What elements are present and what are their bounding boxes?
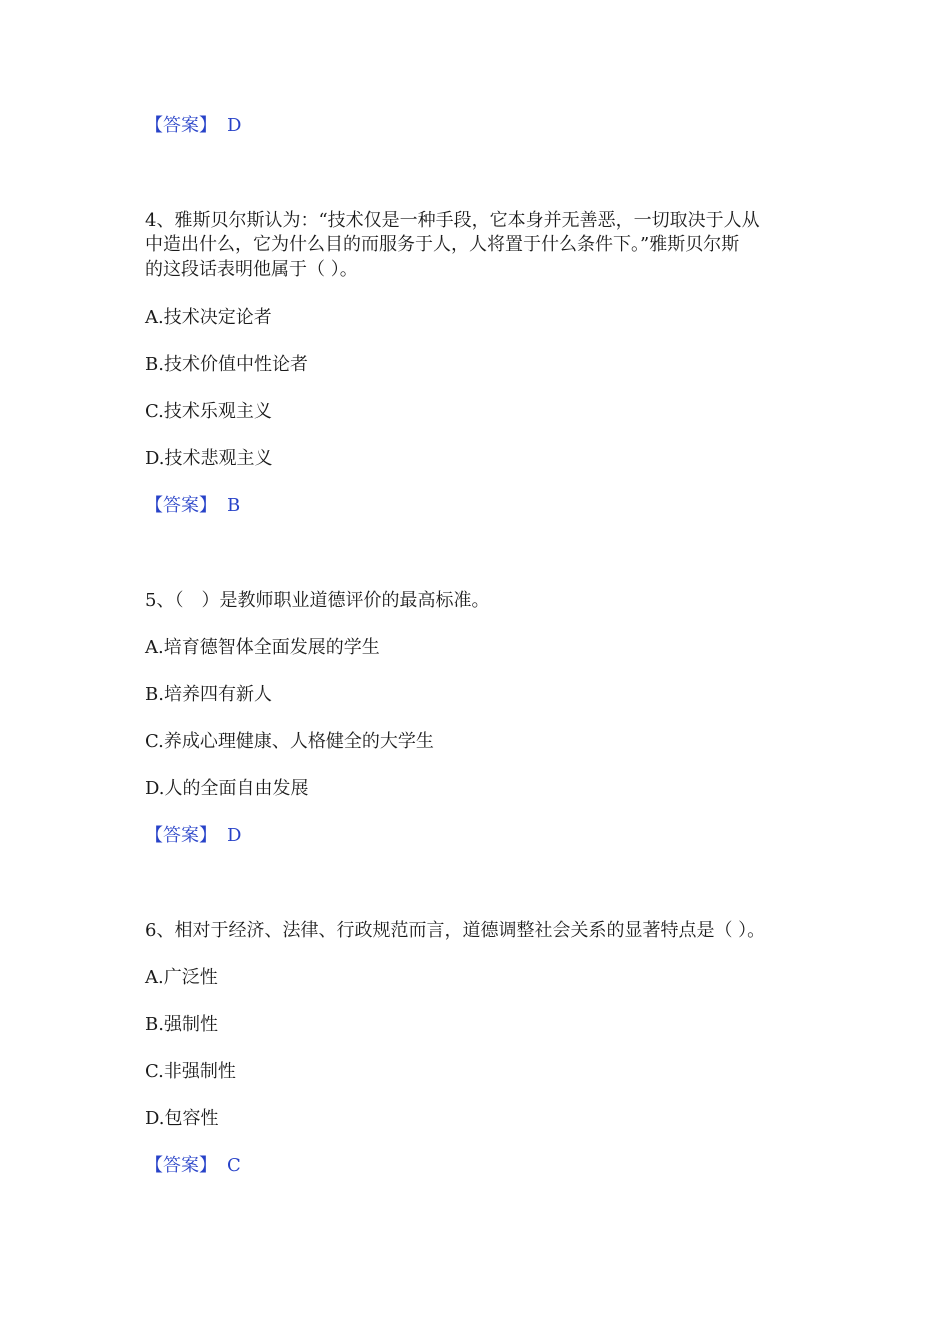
answer-line	[145, 824, 241, 848]
answer-line	[145, 494, 240, 518]
answer-value: C	[227, 1155, 241, 1176]
answer-value: D	[227, 825, 242, 846]
answer-label: 【答案】	[145, 825, 217, 846]
answer-line	[145, 114, 241, 138]
question-stem-line: 6、相对于经济、法律、行政规范而言，道德调整社会关系的显著特点是（ ）。	[145, 920, 766, 941]
option-b: B.技术价值中性论者	[145, 354, 308, 375]
option-d: D.技术悲观主义	[145, 448, 273, 469]
question-stem-line: 4、雅斯贝尔斯认为：“技术仅是一种手段，它本身并无善恶，一切取决于人从	[145, 210, 760, 231]
option-c: C.非强制性	[145, 1061, 236, 1082]
option-a: A.技术决定论者	[145, 307, 272, 328]
option-b: B.强制性	[145, 1014, 218, 1035]
answer-label: 【答案】	[145, 115, 217, 136]
option-b: B.培养四有新人	[145, 684, 272, 705]
answer-line	[145, 1154, 241, 1178]
answer-value: D	[227, 115, 242, 136]
answer-label: 【答案】	[145, 1155, 217, 1176]
question-stem-line: 的这段话表明他属于（ ）。	[145, 259, 358, 280]
option-a: A.广泛性	[145, 967, 218, 988]
option-c: C.技术乐观主义	[145, 401, 272, 422]
option-c: C.养成心理健康、人格健全的大学生	[145, 731, 434, 752]
option-a: A.培育德智体全面发展的学生	[145, 637, 380, 658]
question-stem-line: 5、（ ）是教师职业道德评价的最高标准。	[145, 590, 490, 611]
option-d: D.人的全面自由发展	[145, 778, 309, 799]
answer-label: 【答案】	[145, 495, 217, 516]
answer-value: B	[227, 495, 241, 516]
option-d: D.包容性	[145, 1108, 219, 1129]
question-stem-line: 中造出什么，它为什么目的而服务于人，人将置于什么条件下。”雅斯贝尔斯	[145, 234, 740, 255]
